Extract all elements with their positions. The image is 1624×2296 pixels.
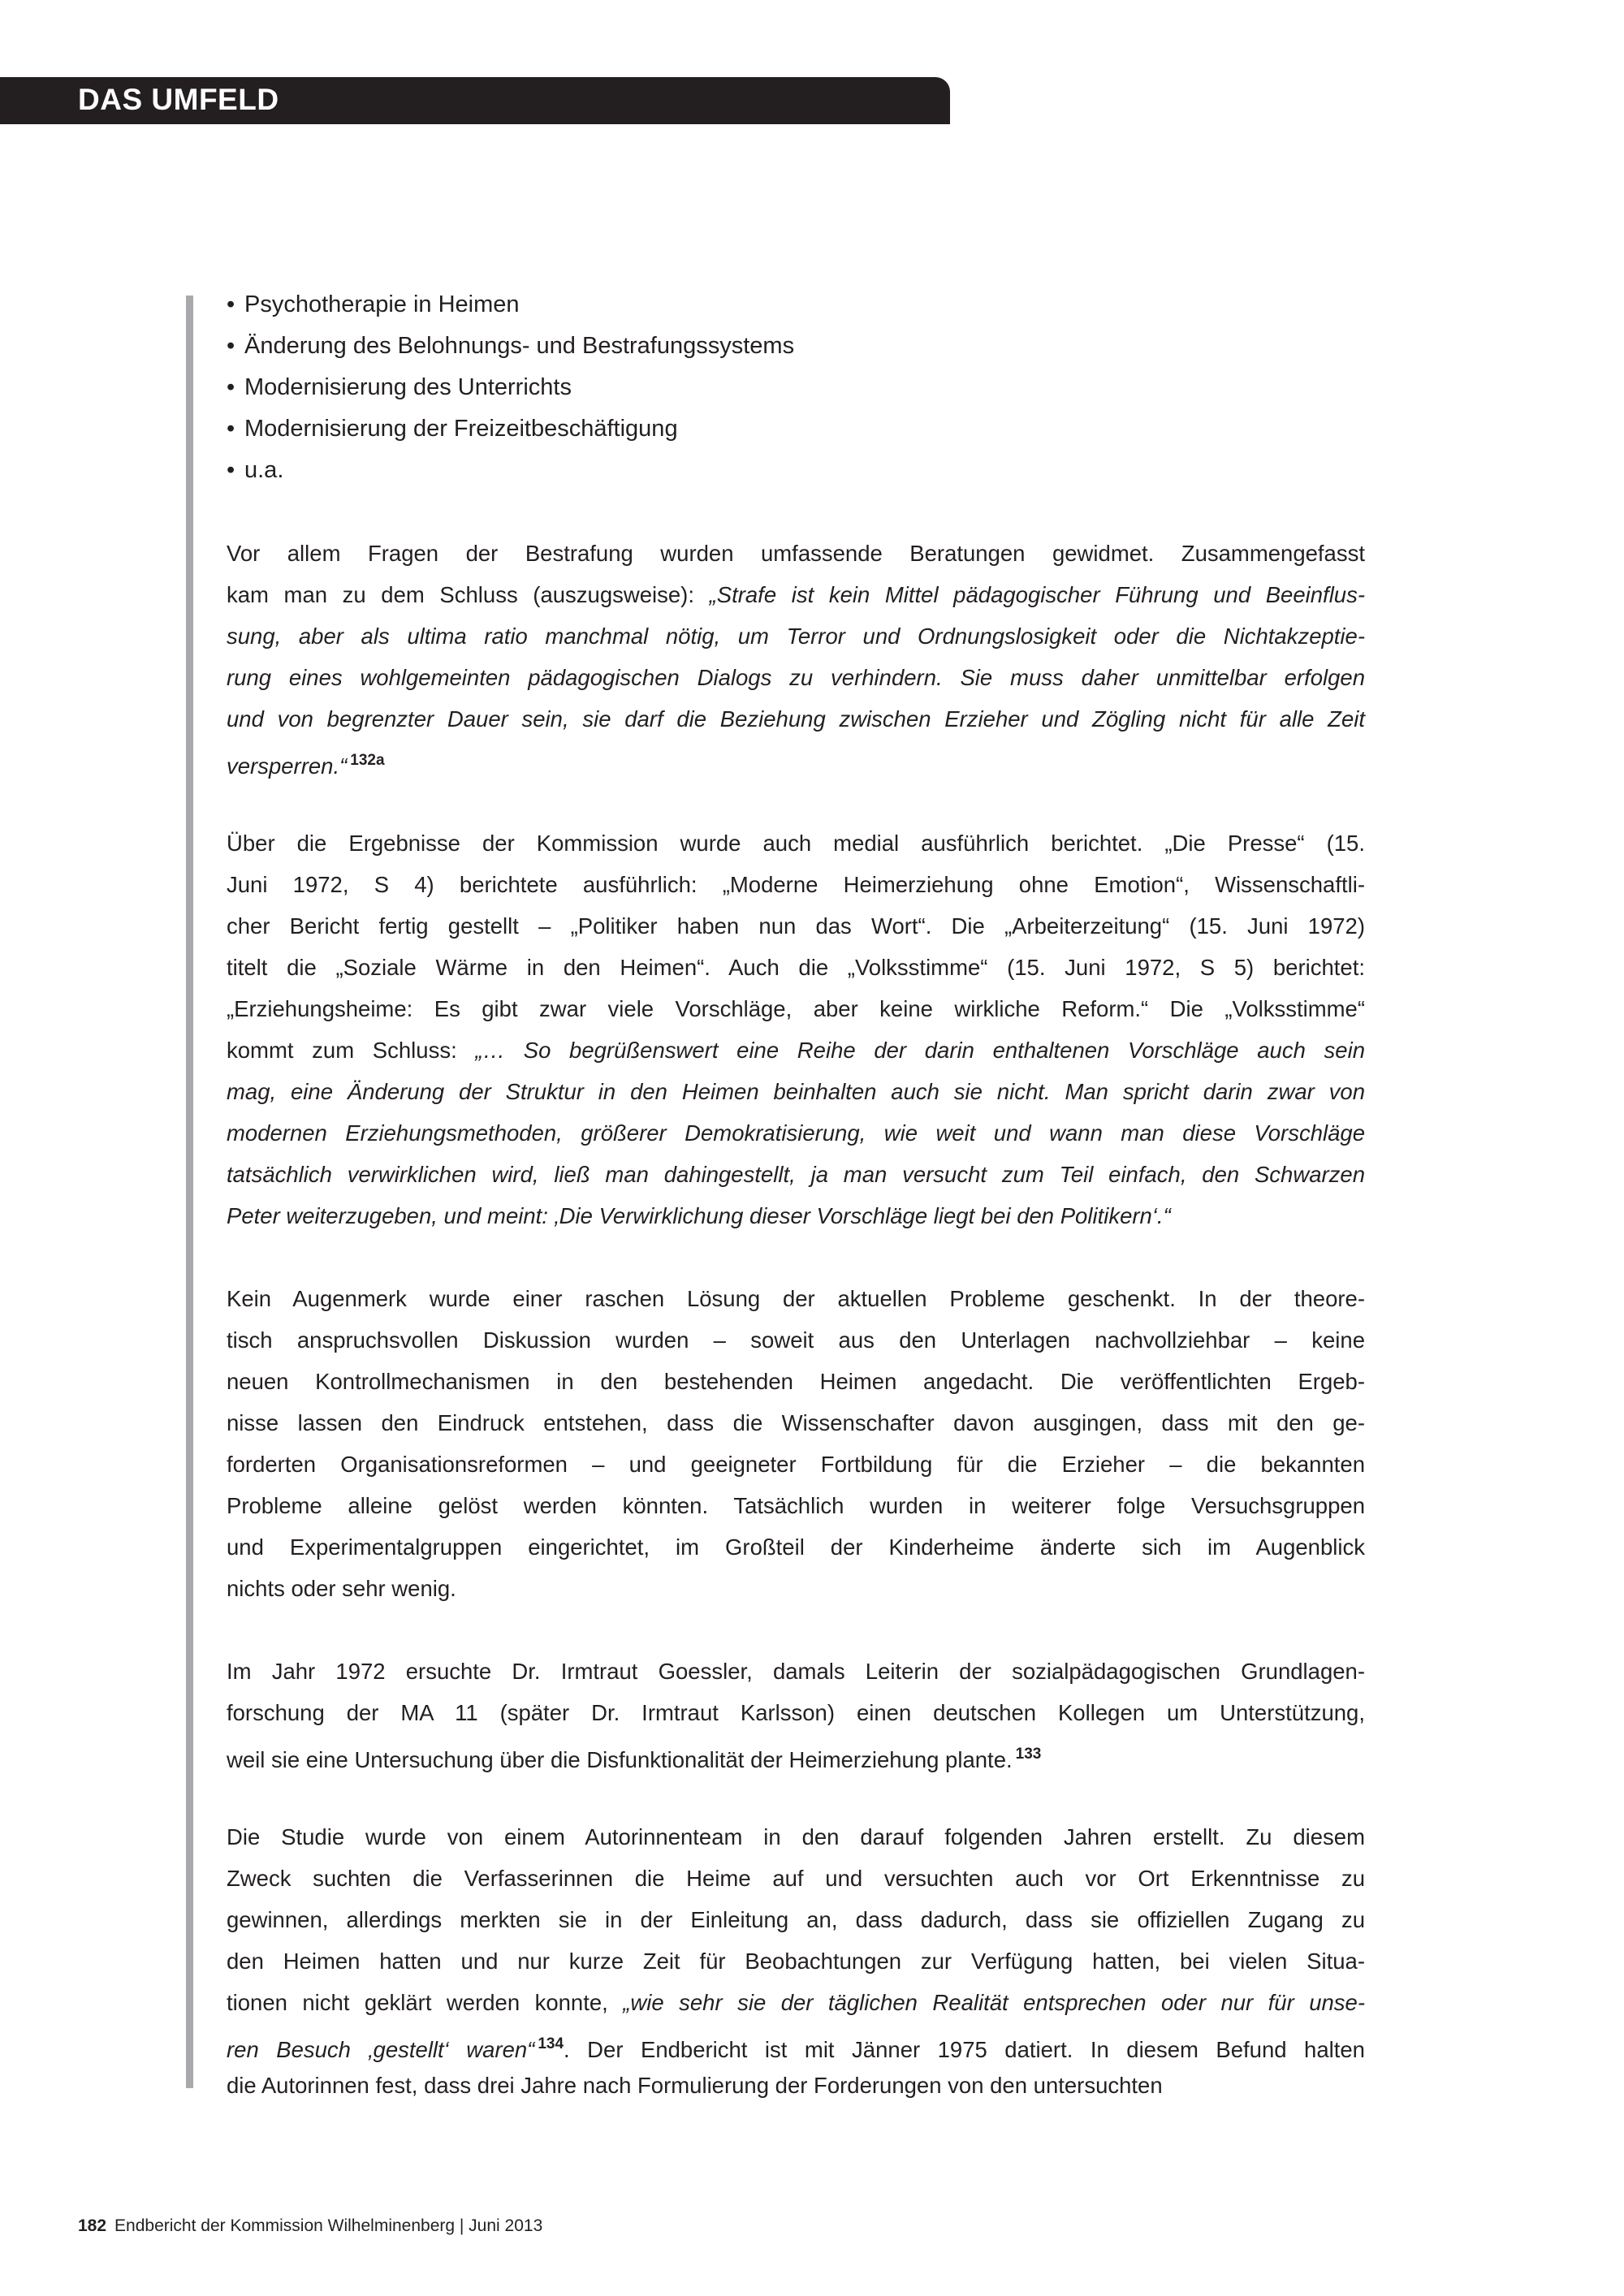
text-line: [227, 1154, 1365, 1195]
list-item: [227, 284, 1365, 326]
text-line: [227, 615, 1365, 657]
quote-text: rung eines wohlgemeinten pädagogischen Dialogs zu verhindern. Sie muss daher unmittelbar erfolgen: [227, 665, 1365, 690]
text-line: [227, 1899, 1365, 1940]
quote-text: Peter weiterzugeben, und meint: ‚Die Verwirklichung dieser Vorschläge liegt bei den Politikern‘.“: [227, 1203, 1171, 1228]
text-line: [227, 988, 1365, 1029]
text-line: [227, 1361, 1365, 1402]
text-run: Juni 1972, S 4) berichtete ausführlich: „Moderne Heimerziehung ohne Emotion“, Wissenschaftli-: [227, 872, 1365, 897]
text-line: [227, 740, 1365, 781]
page-footer: [78, 2216, 542, 2236]
bullet-icon: •: [227, 291, 235, 317]
paragraph-gap: [227, 1775, 1365, 1816]
text-run: Zweck suchten die Verfasserinnen die Heime auf und versuchten auch vor Ort Erkenntnisse zu: [227, 1866, 1365, 1891]
bullet-icon: •: [227, 457, 235, 483]
text-run: gewinnen, allerdings merkten sie in der Einleitung an, dass dadurch, dass sie offiziellen Zugang zu: [227, 1907, 1365, 1932]
text-run: die Autorinnen fest, dass drei Jahre nach Formulierung der Forderungen von den untersuchten: [227, 2073, 1163, 2098]
quote-text: und von begrenzter Dauer sein, sie darf die Beziehung zwischen Erzieher und Zögling nicht für alle Zeit: [227, 706, 1365, 732]
text-line: [227, 2023, 1365, 2065]
text-line: [227, 1319, 1365, 1361]
text-run: forschung der MA 11 (später Dr. Irmtraut Karlsson) einen deutschen Kollegen um Unterstützung,: [227, 1700, 1365, 1725]
footnote-ref: 132a: [350, 752, 385, 769]
text-line: [227, 1278, 1365, 1319]
text-line: [227, 1816, 1365, 1858]
footer-text: Endbericht der Kommission Wilhelminenberg | Juni 2013: [114, 2216, 543, 2235]
text-run: forderten Organisationsreformen – und geeigneter Fortbildung für die Erzieher – die bekannten: [227, 1452, 1365, 1477]
quote-text: mag, eine Änderung der Struktur in den Heimen beinhalten auch sie nicht. Man spricht darin zwar von: [227, 1079, 1365, 1104]
text-line: [227, 2065, 1365, 2106]
text-line: [227, 574, 1365, 615]
text-run: nichts oder sehr wenig.: [227, 1576, 456, 1601]
section-title: DAS UMFELD: [78, 83, 279, 116]
list-item: [227, 450, 1365, 491]
text-run: tisch anspruchsvollen Diskussion wurden – soweit aus den Unterlagen nachvollziehbar – keine: [227, 1327, 1365, 1353]
section-header-bar: [0, 77, 950, 124]
text-line: [227, 905, 1365, 947]
quote-text: „wie sehr sie der täglichen Realität entsprechen oder nur für unse-: [623, 1990, 1365, 2015]
text-line: [227, 864, 1365, 905]
quote-text: sung, aber als ultima ratio manchmal nötig, um Terror und Ordnungslosigkeit oder die Nichtakzeptie-: [227, 624, 1365, 649]
text-line: [227, 947, 1365, 988]
text-run: und Experimentalgruppen eingerichtet, im Großteil der Kinderheime änderte sich im Augenblick: [227, 1534, 1365, 1560]
paragraph-gap: [227, 1236, 1365, 1278]
list-item-text: Modernisierung der Freizeitbeschäftigung: [244, 416, 678, 442]
text-run: kam man zu dem Schluss (auszugsweise):: [227, 582, 710, 607]
text-line: [227, 1858, 1365, 1899]
bullet-icon: •: [227, 416, 235, 442]
list-item-text: Modernisierung des Unterrichts: [244, 374, 572, 400]
paragraph-gap: [227, 781, 1365, 822]
quote-text: „… So begrüßenswert eine Reihe der darin enthaltenen Vorschläge auch sein: [475, 1038, 1365, 1063]
footnote-ref: 133: [1015, 1746, 1042, 1763]
text-line: [227, 1733, 1365, 1775]
quote-text: ren Besuch ‚gestellt‘ waren“: [227, 2037, 535, 2062]
page-number: 182: [78, 2216, 107, 2235]
list-item: [227, 326, 1365, 367]
text-run: cher Bericht fertig gestellt – „Politiker haben nun das Wort“. Die „Arbeiterzeitung“ (15. Juni 1972): [227, 913, 1365, 939]
text-line: [227, 1651, 1365, 1692]
text-run: Im Jahr 1972 ersuchte Dr. Irmtraut Goessler, damals Leiterin der sozialpädagogischen Grundlagen-: [227, 1659, 1365, 1684]
bullet-icon: •: [227, 374, 235, 400]
quote-text: versperren.“: [227, 753, 348, 779]
quote-side-rule: [186, 296, 193, 2088]
text-run: nisse lassen den Eindruck entstehen, dass die Wissenschafter davon ausgingen, dass mit den ge-: [227, 1410, 1365, 1435]
text-run: titelt die „Soziale Wärme in den Heimen“. Auch die „Volksstimme“ (15. Juni 1972, S 5) berichtet:: [227, 955, 1365, 980]
text-line: [227, 1112, 1365, 1154]
text-line: [227, 1402, 1365, 1444]
text-run: weil sie eine Untersuchung über die Disfunktionalität der Heimerziehung plante.: [227, 1747, 1013, 1772]
text-line: [227, 1444, 1365, 1485]
list-item-text: u.a.: [244, 457, 284, 483]
text-run: Die Studie wurde von einem Autorinnenteam in den darauf folgenden Jahren erstellt. Zu diesem: [227, 1824, 1365, 1849]
paragraph-gap: [227, 491, 1365, 533]
text-run: Über die Ergebnisse der Kommission wurde auch medial ausführlich berichtet. „Die Presse“ (15.: [227, 831, 1365, 856]
paragraph: [227, 533, 1365, 781]
paragraph: [227, 1651, 1365, 1775]
text-line: [227, 822, 1365, 864]
text-line: [227, 1568, 1365, 1609]
text-run: kommt zum Schluss:: [227, 1038, 476, 1063]
text-run: . Der Endbericht ist mit Jänner 1975 datiert. In diesem Befund halten: [564, 2037, 1365, 2062]
body-text: [227, 284, 1365, 2106]
text-line: [227, 1029, 1365, 1071]
text-line: [227, 1071, 1365, 1112]
text-run: den Heimen hatten und nur kurze Zeit für Beobachtungen zur Verfügung hatten, bei vielen Situa-: [227, 1949, 1365, 1974]
text-line: [227, 657, 1365, 698]
text-line: [227, 698, 1365, 740]
footnote-ref: 134: [538, 2035, 564, 2052]
text-line: [227, 1485, 1365, 1526]
list-item: [227, 408, 1365, 450]
paragraph-gap: [227, 1609, 1365, 1651]
text-run: neuen Kontrollmechanismen in den bestehenden Heimen angedacht. Die veröffentlichten Ergeb-: [227, 1369, 1365, 1394]
bullet-list: [227, 284, 1365, 491]
paragraph: [227, 822, 1365, 1236]
text-line: [227, 533, 1365, 574]
text-line: [227, 1940, 1365, 1982]
text-run: Probleme alleine gelöst werden könnten. Tatsächlich wurden in weiterer folge Versuchsgruppen: [227, 1493, 1365, 1518]
quote-text: modernen Erziehungsmethoden, größerer Demokratisierung, wie weit und wann man diese Vorschläge: [227, 1120, 1365, 1146]
paragraph: [227, 1816, 1365, 2106]
text-run: „Erziehungsheime: Es gibt zwar viele Vorschläge, aber keine wirkliche Reform.“ Die „Volksstimme“: [227, 996, 1365, 1021]
text-run: Vor allem Fragen der Bestrafung wurden umfassende Beratungen gewidmet. Zusammengefasst: [227, 541, 1365, 566]
list-item-text: Änderung des Belohnungs- und Bestrafungssystems: [244, 333, 795, 359]
quote-text: tatsächlich verwirklichen wird, ließ man dahingestellt, ja man versucht zum Teil einfach, den Schwarzen: [227, 1162, 1365, 1187]
paragraph: [227, 1278, 1365, 1609]
quote-text: „Strafe ist kein Mittel pädagogischer Führung und Beeinflus-: [709, 582, 1366, 607]
text-line: [227, 1195, 1365, 1236]
text-line: [227, 1692, 1365, 1733]
bullet-icon: •: [227, 333, 235, 359]
list-item-text: Psychotherapie in Heimen: [244, 291, 520, 317]
text-line: [227, 1526, 1365, 1568]
text-run: tionen nicht geklärt werden konnte,: [227, 1990, 624, 2015]
text-run: Kein Augenmerk wurde einer raschen Lösung der aktuellen Probleme geschenkt. In der theore-: [227, 1286, 1365, 1311]
text-line: [227, 1982, 1365, 2023]
list-item: [227, 367, 1365, 408]
